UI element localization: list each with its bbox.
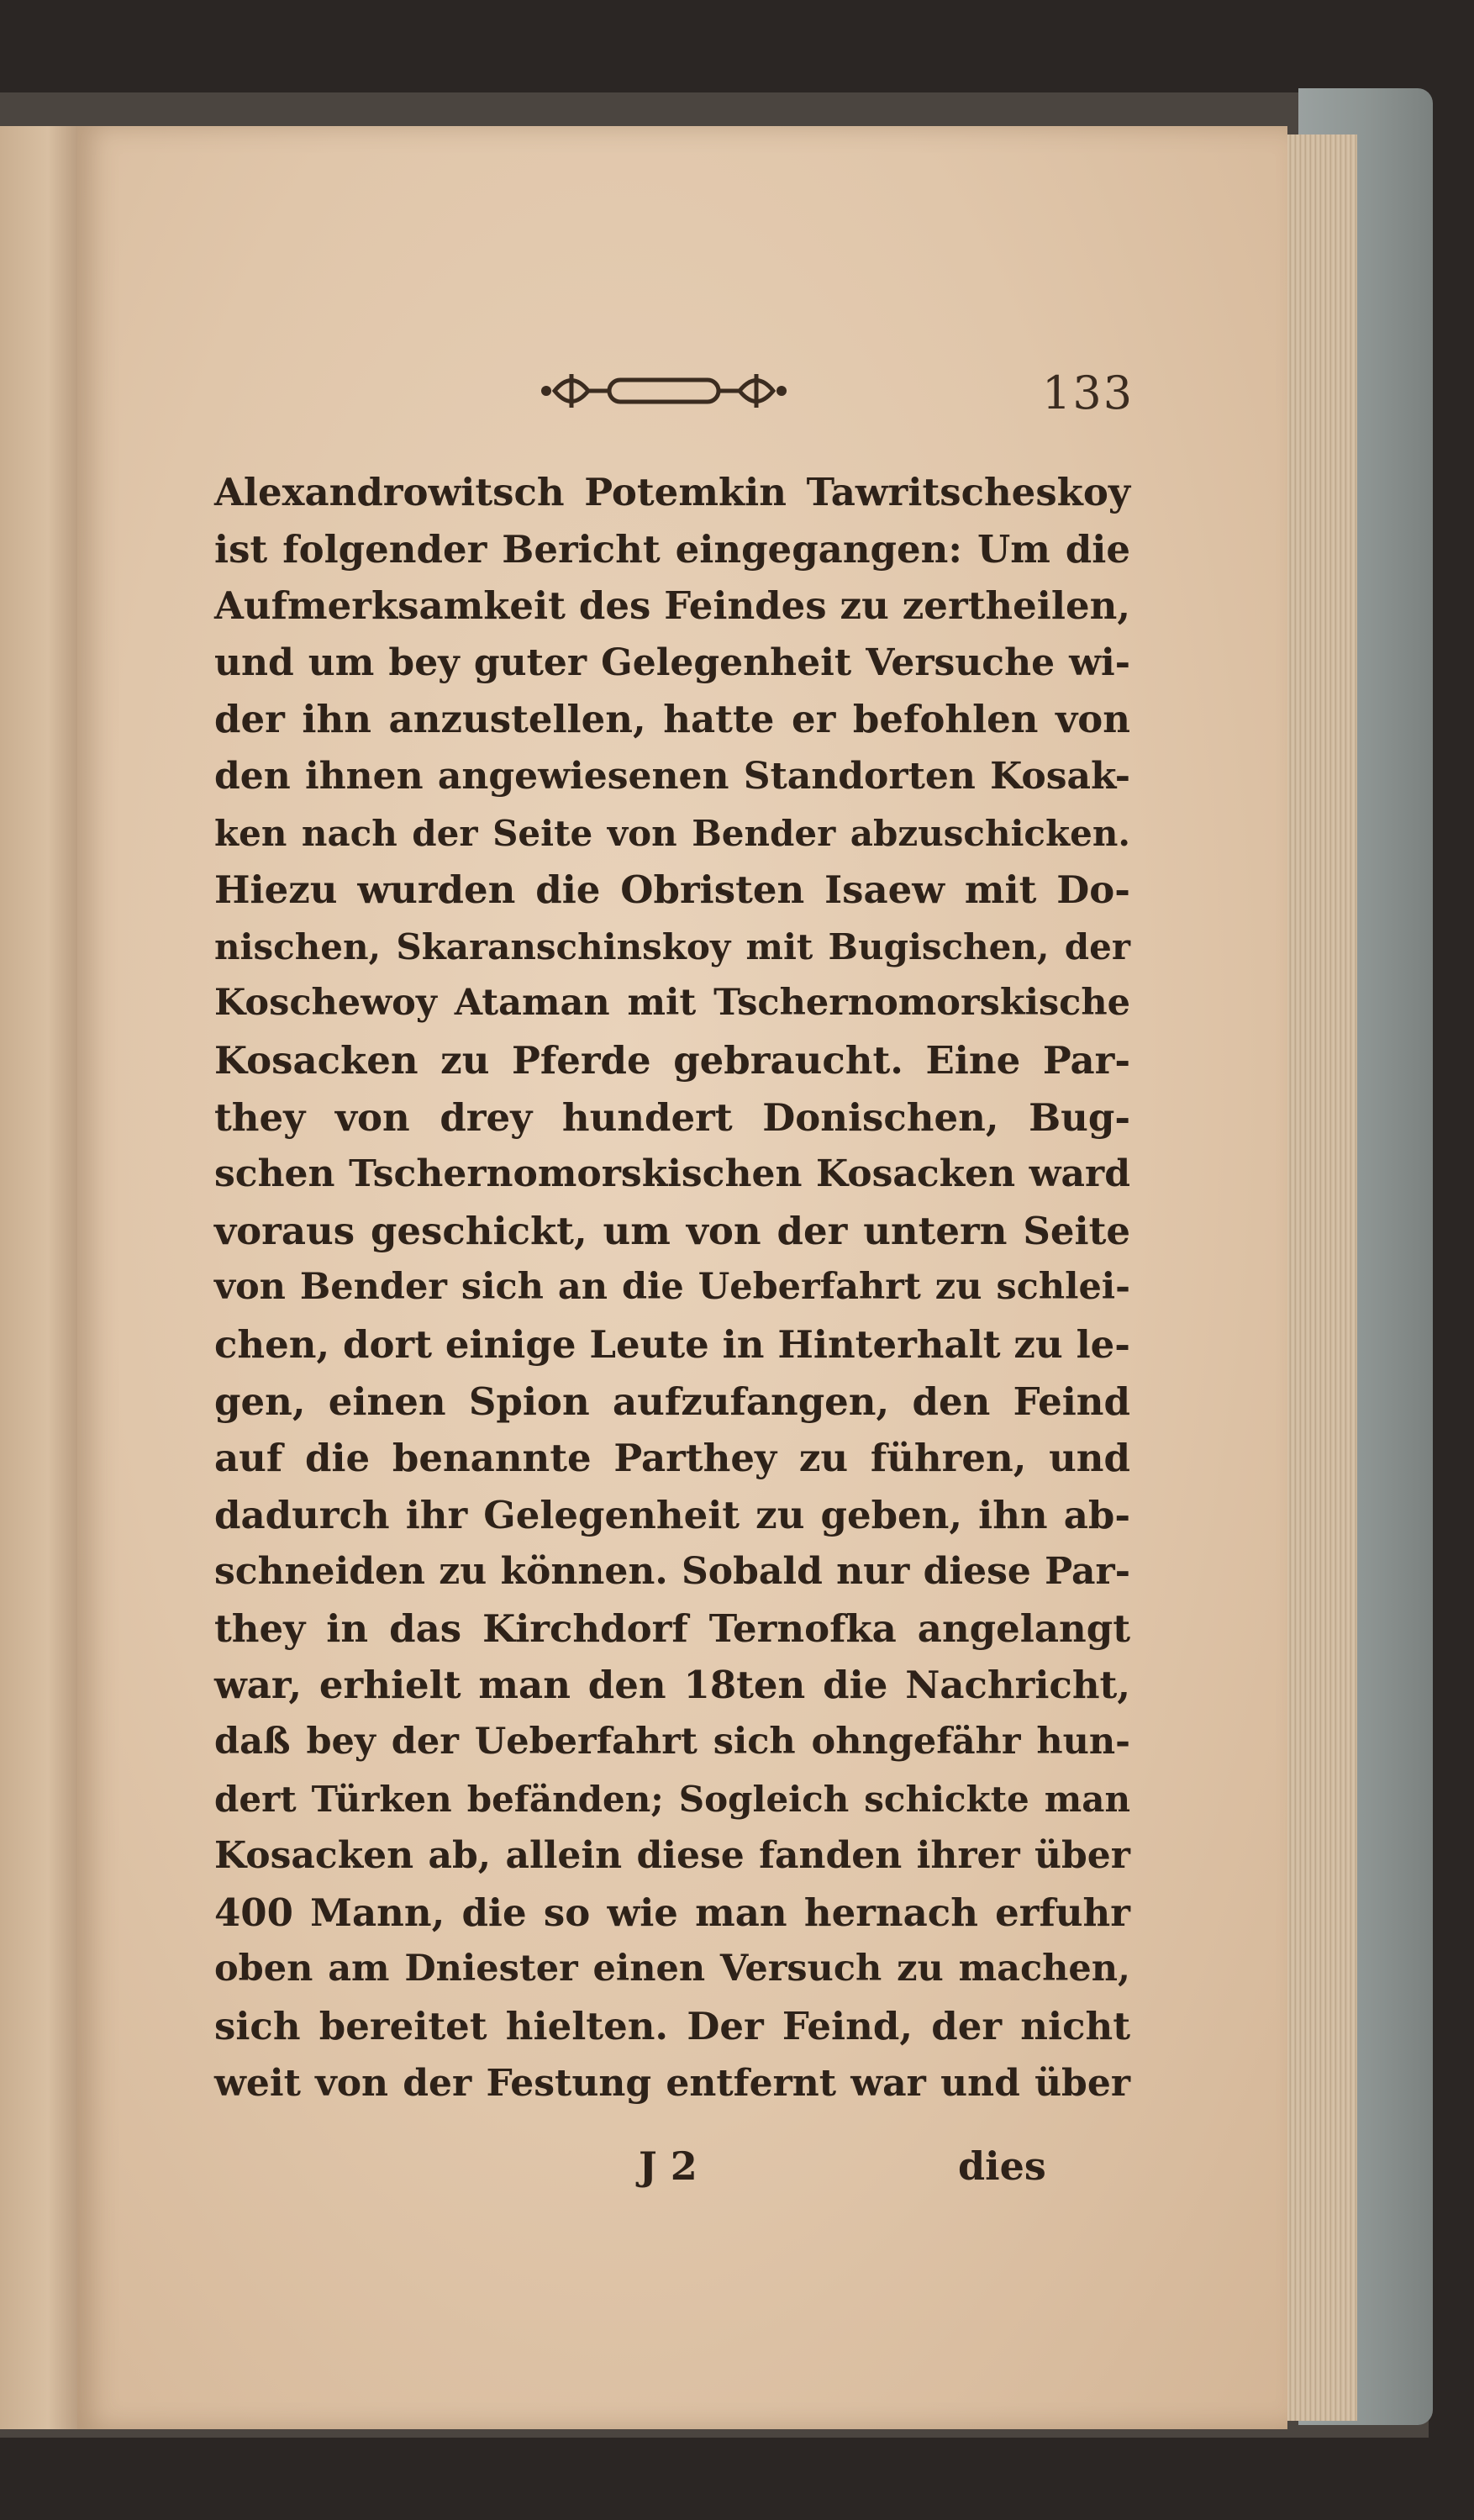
text-line: Koschewoy Ataman mit Tschernomorskische [214, 982, 1130, 1025]
page-number: 133 [1042, 366, 1134, 419]
text-line: war, erhielt man den 18ten die Nachricht, [214, 1663, 1130, 1708]
text-line: 400 Mann, die so wie man hernach erfuhr [214, 1890, 1130, 1935]
page-footer [622, 2143, 1126, 2202]
text-line: Aufmerksamkeit des Feindes zu zertheilen, [214, 583, 1130, 629]
text-line: dadurch ihr Gelegenheit zu geben, ihn ab- [214, 1492, 1130, 1537]
text-line: they in das Kirchdorf Ternofka angelangt [214, 1605, 1130, 1651]
text-line: weit von der Festung entfernt war und über [214, 2061, 1130, 2105]
text-line: voraus geschickt, um von der untern Seite [214, 1208, 1130, 1253]
text-line: auf die benannte Parthey zu führen, und [214, 1436, 1130, 1481]
text-line: Hiezu wurden die Obristen Isaew mit Do- [214, 867, 1130, 913]
text-line: daß bey der Ueberfahrt sich ohngefähr hun- [214, 1721, 1130, 1763]
text-line: Kosacken zu Pferde gebraucht. Eine Par- [214, 1037, 1130, 1083]
text-line: dert Türken befänden; Sogleich schickte man [214, 1778, 1130, 1820]
printer-ornament-icon [538, 361, 790, 420]
text-line: schen Tschernomorskischen Kosacken ward [214, 1152, 1130, 1196]
text-line: ist folgender Bericht eingegangen: Um die [214, 526, 1130, 572]
body-text [214, 464, 1130, 2111]
text-line: gen, einen Spion aufzufangen, den Feind [214, 1379, 1130, 1424]
catchword: dies [958, 2143, 1046, 2189]
text-line: ken nach der Seite von Bender abzuschicken. [214, 812, 1130, 854]
text-line: oben am Dniester einen Versuch zu machen, [214, 1948, 1130, 1990]
text-line: schneiden zu können. Sobald nur diese Par- [214, 1550, 1130, 1594]
text-line: sich bereitet hielten. Der Feind, der nicht [214, 2004, 1130, 2049]
text-line: Alexandrowitsch Potemkin Tawritscheskoy [214, 470, 1130, 514]
text-line: von Bender sich an die Ueberfahrt zu schlei- [214, 1266, 1130, 1309]
text-line: Kosacken ab, allein diese fanden ihrer über [214, 1834, 1130, 1878]
text-line: they von drey hundert Donischen, Bug- [214, 1094, 1130, 1140]
text-line: der ihn anzustellen, hatte er befohlen von [214, 697, 1130, 742]
text-line: und um bey guter Gelegenheit Versuche wi- [214, 641, 1130, 684]
text-line: nischen, Skaranschinskoy mit Bugischen, der [214, 925, 1130, 967]
signature-mark: J 2 [639, 2143, 698, 2189]
text-line: chen, dort einige Leute in Hinterhalt zu le- [214, 1321, 1130, 1367]
previous-page-edge [0, 126, 80, 2429]
text-line: den ihnen angewiesenen Standorten Kosak- [214, 754, 1130, 798]
page-header [538, 361, 1143, 420]
